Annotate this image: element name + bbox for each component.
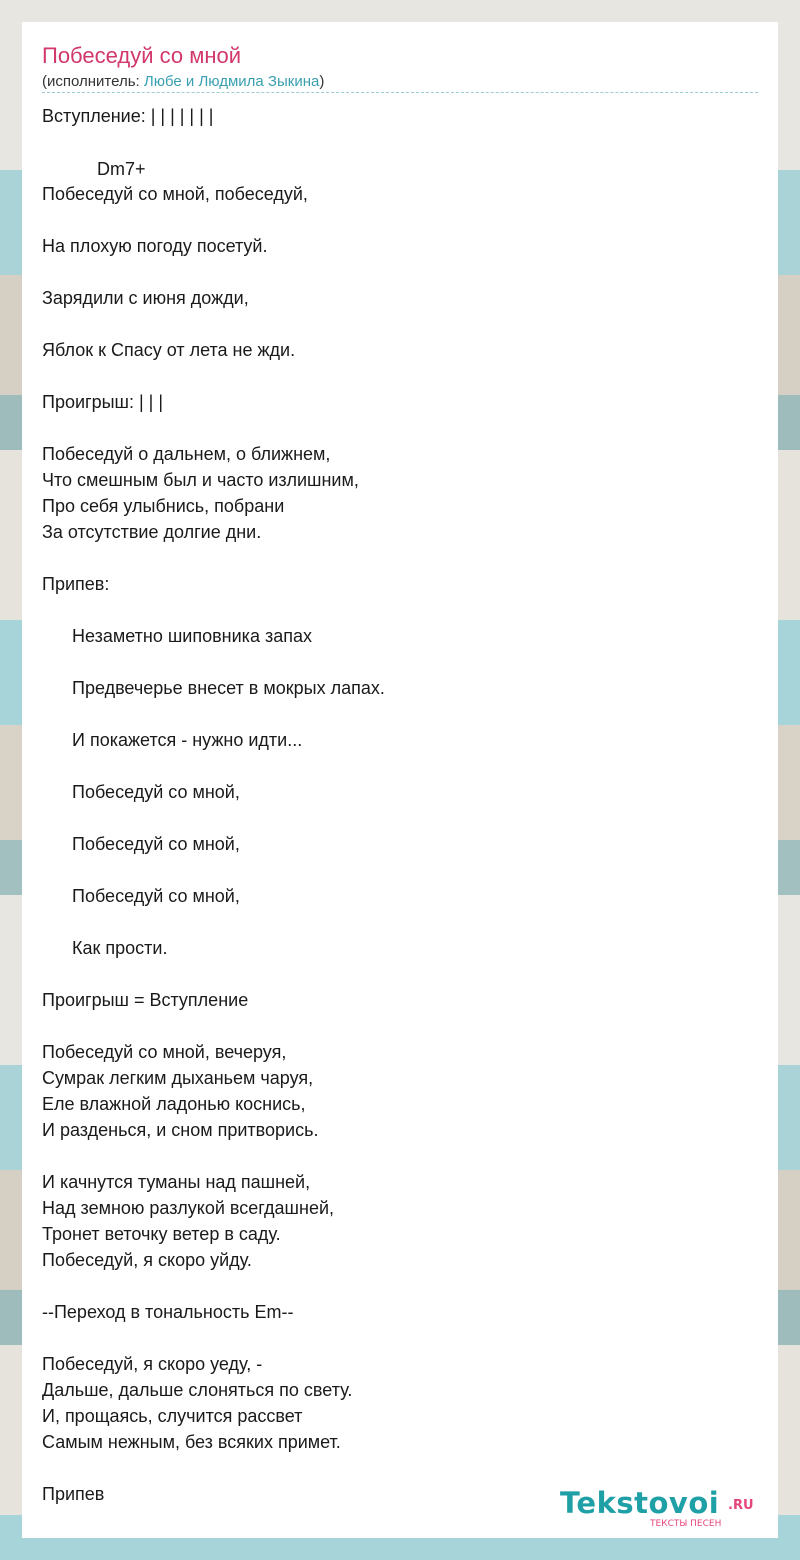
lyrics-line: Побеседуй со мной, (42, 886, 240, 906)
lyrics-line: За отсутствие долгие дни. (42, 522, 262, 542)
lyrics-line: На плохую погоду посетуй. (42, 236, 268, 256)
lyrics-line: Побеседуй, я скоро уйду. (42, 1250, 252, 1270)
lyrics-line: Проигрыш: | | | (42, 392, 163, 412)
lyrics-line: Припев: (42, 574, 110, 594)
logo-name: Tekstovoi (560, 1486, 720, 1520)
lyrics-line: Еле влажной ладонью коснись, (42, 1094, 306, 1114)
lyrics-line: Побеседуй со мной, (42, 834, 240, 854)
lyrics-line: Побеседуй со мной, побеседуй, (42, 184, 308, 204)
lyrics-line: Дальше, дальше слоняться по свету. (42, 1380, 353, 1400)
lyrics-line: Яблок к Спасу от лета не жди. (42, 340, 296, 360)
logo-tagline: ТЕКСТЫ ПЕСЕН (650, 1519, 722, 1529)
chord-line: Dm7+ (42, 159, 146, 179)
lyrics-line: Сумрак легким дыханьем чаруя, (42, 1068, 314, 1088)
performer-suffix: ) (319, 73, 325, 90)
lyrics-line: Про себя улыбнись, побрани (42, 496, 285, 516)
logo-tld: .RU (728, 1498, 754, 1513)
lyrics-line: И, прощаясь, случится рассвет (42, 1406, 303, 1426)
lyrics-card (22, 22, 778, 1538)
lyrics-line: Припев (42, 1484, 105, 1504)
title-divider (42, 92, 758, 93)
performer-prefix: (исполнитель: (42, 73, 144, 90)
lyrics-line: Над земною разлукой всегдашней, (42, 1198, 335, 1218)
lyrics-line: Что смешным был и часто излишним, (42, 470, 359, 490)
lyrics-line: Побеседуй, я скоро уеду, - (42, 1354, 263, 1374)
performer-line (42, 73, 324, 91)
lyrics-line: Побеседуй со мной, (42, 782, 240, 802)
lyrics-line: Предвечерье внесет в мокрых лапах. (42, 678, 385, 698)
lyrics-line: Вступление: | | | | | | | (42, 106, 214, 126)
lyrics-line: Как прости. (42, 938, 168, 958)
lyrics-line: Самым нежным, без всяких примет. (42, 1432, 341, 1452)
lyrics-line: Незаметно шиповника запах (42, 626, 312, 646)
lyrics-line: Побеседуй о дальнем, о ближнем, (42, 444, 331, 464)
song-title: Побеседуй со мной (42, 43, 242, 68)
lyrics-line: --Переход в тональность Em-- (42, 1302, 294, 1322)
lyrics-line: Тронет веточку ветер в саду. (42, 1224, 281, 1244)
lyrics-line: Проигрыш = Вступление (42, 990, 249, 1010)
lyrics-line: Побеседуй со мной, вечеруя, (42, 1042, 287, 1062)
lyrics-line: И качнутся туманы над пашней, (42, 1172, 311, 1192)
lyrics-line: И покажется - нужно идти... (42, 730, 303, 750)
lyrics-line: И разденься, и сном притворись. (42, 1120, 319, 1140)
site-logo[interactable] (560, 1486, 770, 1530)
performer-link[interactable]: Любе и Людмила Зыкина (143, 73, 320, 90)
lyrics-line: Зарядили с июня дожди, (42, 288, 249, 308)
